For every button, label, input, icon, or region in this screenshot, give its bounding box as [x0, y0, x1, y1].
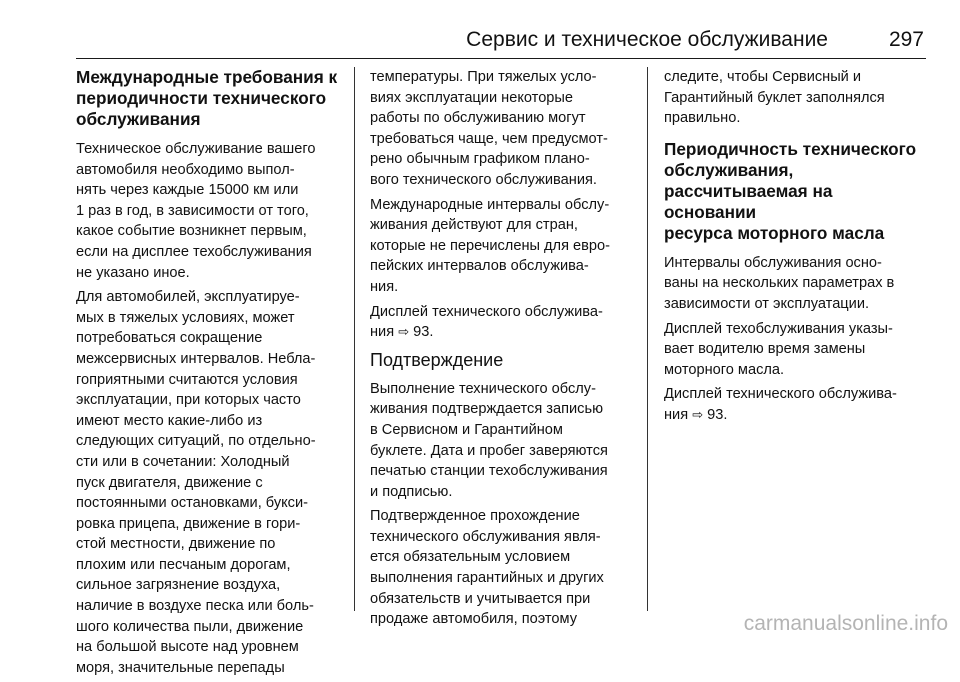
- text-line: живания подтверждается записью: [370, 401, 604, 418]
- text-line: наличие в воздухе песка или боль-: [76, 598, 314, 615]
- heading-line: периодичности технического: [76, 88, 327, 108]
- text-line: зависимости от эксплуатации.: [664, 295, 870, 312]
- text-line: печатью станции техобслуживания: [370, 463, 608, 480]
- paragraph-display-reference: [370, 302, 632, 343]
- text-line: вого технического обслуживания.: [370, 171, 597, 188]
- text-line: требоваться чаще, чем предусмот-: [370, 130, 608, 147]
- text-line: пейских интервалов обслужива-: [370, 258, 589, 275]
- text-line: Выполнение технического обслу-: [370, 380, 596, 397]
- heading-line: Периодичность технического: [664, 138, 917, 159]
- column-1: [76, 67, 338, 682]
- column-2: [370, 67, 632, 634]
- text-line: моторного масла.: [664, 361, 785, 378]
- text-line: мых в тяжелых условиях, может: [76, 309, 295, 326]
- text-line: шого количества пыли, движение: [76, 618, 304, 635]
- text-line: постоянными остановками, букси-: [76, 495, 308, 512]
- text-line: продаже автомобиля, поэтому: [370, 611, 578, 628]
- text-line: стой местности, движение по: [76, 536, 276, 553]
- text-line: эксплуатации, при которых часто: [76, 392, 301, 409]
- heading-line: Международные требования к: [76, 67, 338, 87]
- text-line: имеют место какие-либо из: [76, 412, 263, 429]
- heading-international-intervals: [76, 67, 338, 130]
- text-line: выполнения гарантийных и других: [370, 570, 604, 587]
- watermark: carmanualsonline.info: [743, 612, 948, 635]
- text-line: Техническое обслуживание вашего: [76, 141, 316, 157]
- page-reference-arrow-icon: ⇨: [692, 406, 704, 422]
- text-line: ния.: [370, 278, 399, 295]
- column-3: [664, 67, 926, 430]
- text-line: температуры. При тяжелых усло-: [370, 69, 597, 85]
- text-line: в Сервисном и Гарантийном: [370, 421, 563, 438]
- paragraph: [370, 67, 632, 191]
- column-divider: [647, 67, 648, 611]
- text-line: Гарантийный буклет заполнялся: [664, 89, 885, 106]
- paragraph: [370, 379, 632, 503]
- text-line: Дисплей технического обслужива-: [370, 303, 603, 320]
- page-reference-arrow-icon: ⇨: [398, 324, 410, 340]
- text-line: Международные интервалы обслу-: [370, 196, 610, 213]
- heading-line: обслуживания,: [664, 159, 794, 180]
- text-line: ровка прицепа, движение в гори-: [76, 515, 301, 532]
- heading-line: рассчитываемая на основании: [664, 180, 833, 222]
- heading-line: ресурса моторного масла: [664, 222, 885, 243]
- text-line: обязательств и учитывается при: [370, 590, 591, 607]
- text-line: моря, значительные перепады: [76, 659, 285, 676]
- text-line: рено обычным графиком плано-: [370, 151, 590, 168]
- text-line: сти или в сочетании: Холодный: [76, 453, 290, 470]
- paragraph: [664, 253, 926, 315]
- text-line: плохим или песчаным дорогам,: [76, 556, 291, 573]
- text-line: сильное загрязнение воздуха,: [76, 577, 281, 594]
- column-divider: [354, 67, 355, 611]
- text-line: Дисплей технического обслужива-: [664, 386, 897, 403]
- text-line: Интервалы обслуживания осно-: [664, 254, 882, 271]
- text-line: гоприятными считаются условия: [76, 371, 298, 388]
- text-line: Для автомобилей, эксплуатируе-: [76, 289, 300, 306]
- text-line: правильно.: [664, 110, 741, 127]
- paragraph: [664, 67, 926, 129]
- text-line: межсервисных интервалов. Небла-: [76, 350, 316, 367]
- paragraph: [370, 506, 632, 630]
- text-line: какое событие возникнет первым,: [76, 223, 307, 240]
- text-line: технического обслуживания явля-: [370, 528, 601, 545]
- text-line: следующих ситуаций, по отдельно-: [76, 433, 316, 450]
- text-line: пуск двигателя, движение с: [76, 474, 263, 491]
- text-fragment: ния: [370, 324, 395, 341]
- heading-oil-based-intervals: [664, 139, 926, 244]
- text-line: буклете. Дата и пробег заверяются: [370, 442, 608, 459]
- paragraph: [664, 319, 926, 381]
- text-line: автомобиля необходимо выпол-: [76, 161, 295, 178]
- page-reference-link[interactable]: 93.: [413, 324, 434, 341]
- text-line: ваны на нескольких параметрах в: [664, 275, 895, 292]
- text-line: живания действуют для стран,: [370, 217, 578, 234]
- text-line: ется обязательным условием: [370, 549, 571, 566]
- page-header: [76, 24, 926, 59]
- paragraph-display-reference: [664, 384, 926, 425]
- paragraph: [76, 139, 338, 283]
- text-line: 1 раз в год, в зависимости от того,: [76, 202, 309, 219]
- text-line: вает водителю время замены: [664, 341, 866, 358]
- text-fragment: ния: [664, 406, 689, 423]
- text-line: которые не перечислены для евро-: [370, 237, 610, 254]
- text-line: Подтвержденное прохождение: [370, 508, 580, 525]
- text-line: работы по обслуживанию могут: [370, 110, 586, 127]
- text-line: [664, 405, 926, 426]
- page-number: 297: [888, 28, 924, 51]
- text-line: [370, 322, 632, 343]
- text-line: если на дисплее техобслуживания: [76, 243, 312, 260]
- section-title: Сервис и техническое обслуживание: [466, 28, 828, 51]
- text-line: виях эксплуатации некоторые: [370, 89, 574, 106]
- heading-confirmation: Подтверждение: [370, 349, 504, 370]
- text-line: не указано иное.: [76, 264, 190, 281]
- page-reference-link[interactable]: 93.: [707, 406, 728, 423]
- text-line: следите, чтобы Сервисный и: [664, 69, 862, 85]
- text-line: на большой высоте над уровнем: [76, 639, 299, 656]
- text-line: потребоваться сокращение: [76, 330, 263, 347]
- paragraph: [370, 195, 632, 298]
- text-line: и подписью.: [370, 483, 453, 500]
- heading-line: обслуживания: [76, 109, 201, 129]
- text-line: нять через каждые 15000 км или: [76, 182, 299, 199]
- text-line: Дисплей техобслуживания указы-: [664, 320, 893, 337]
- paragraph: [76, 287, 338, 678]
